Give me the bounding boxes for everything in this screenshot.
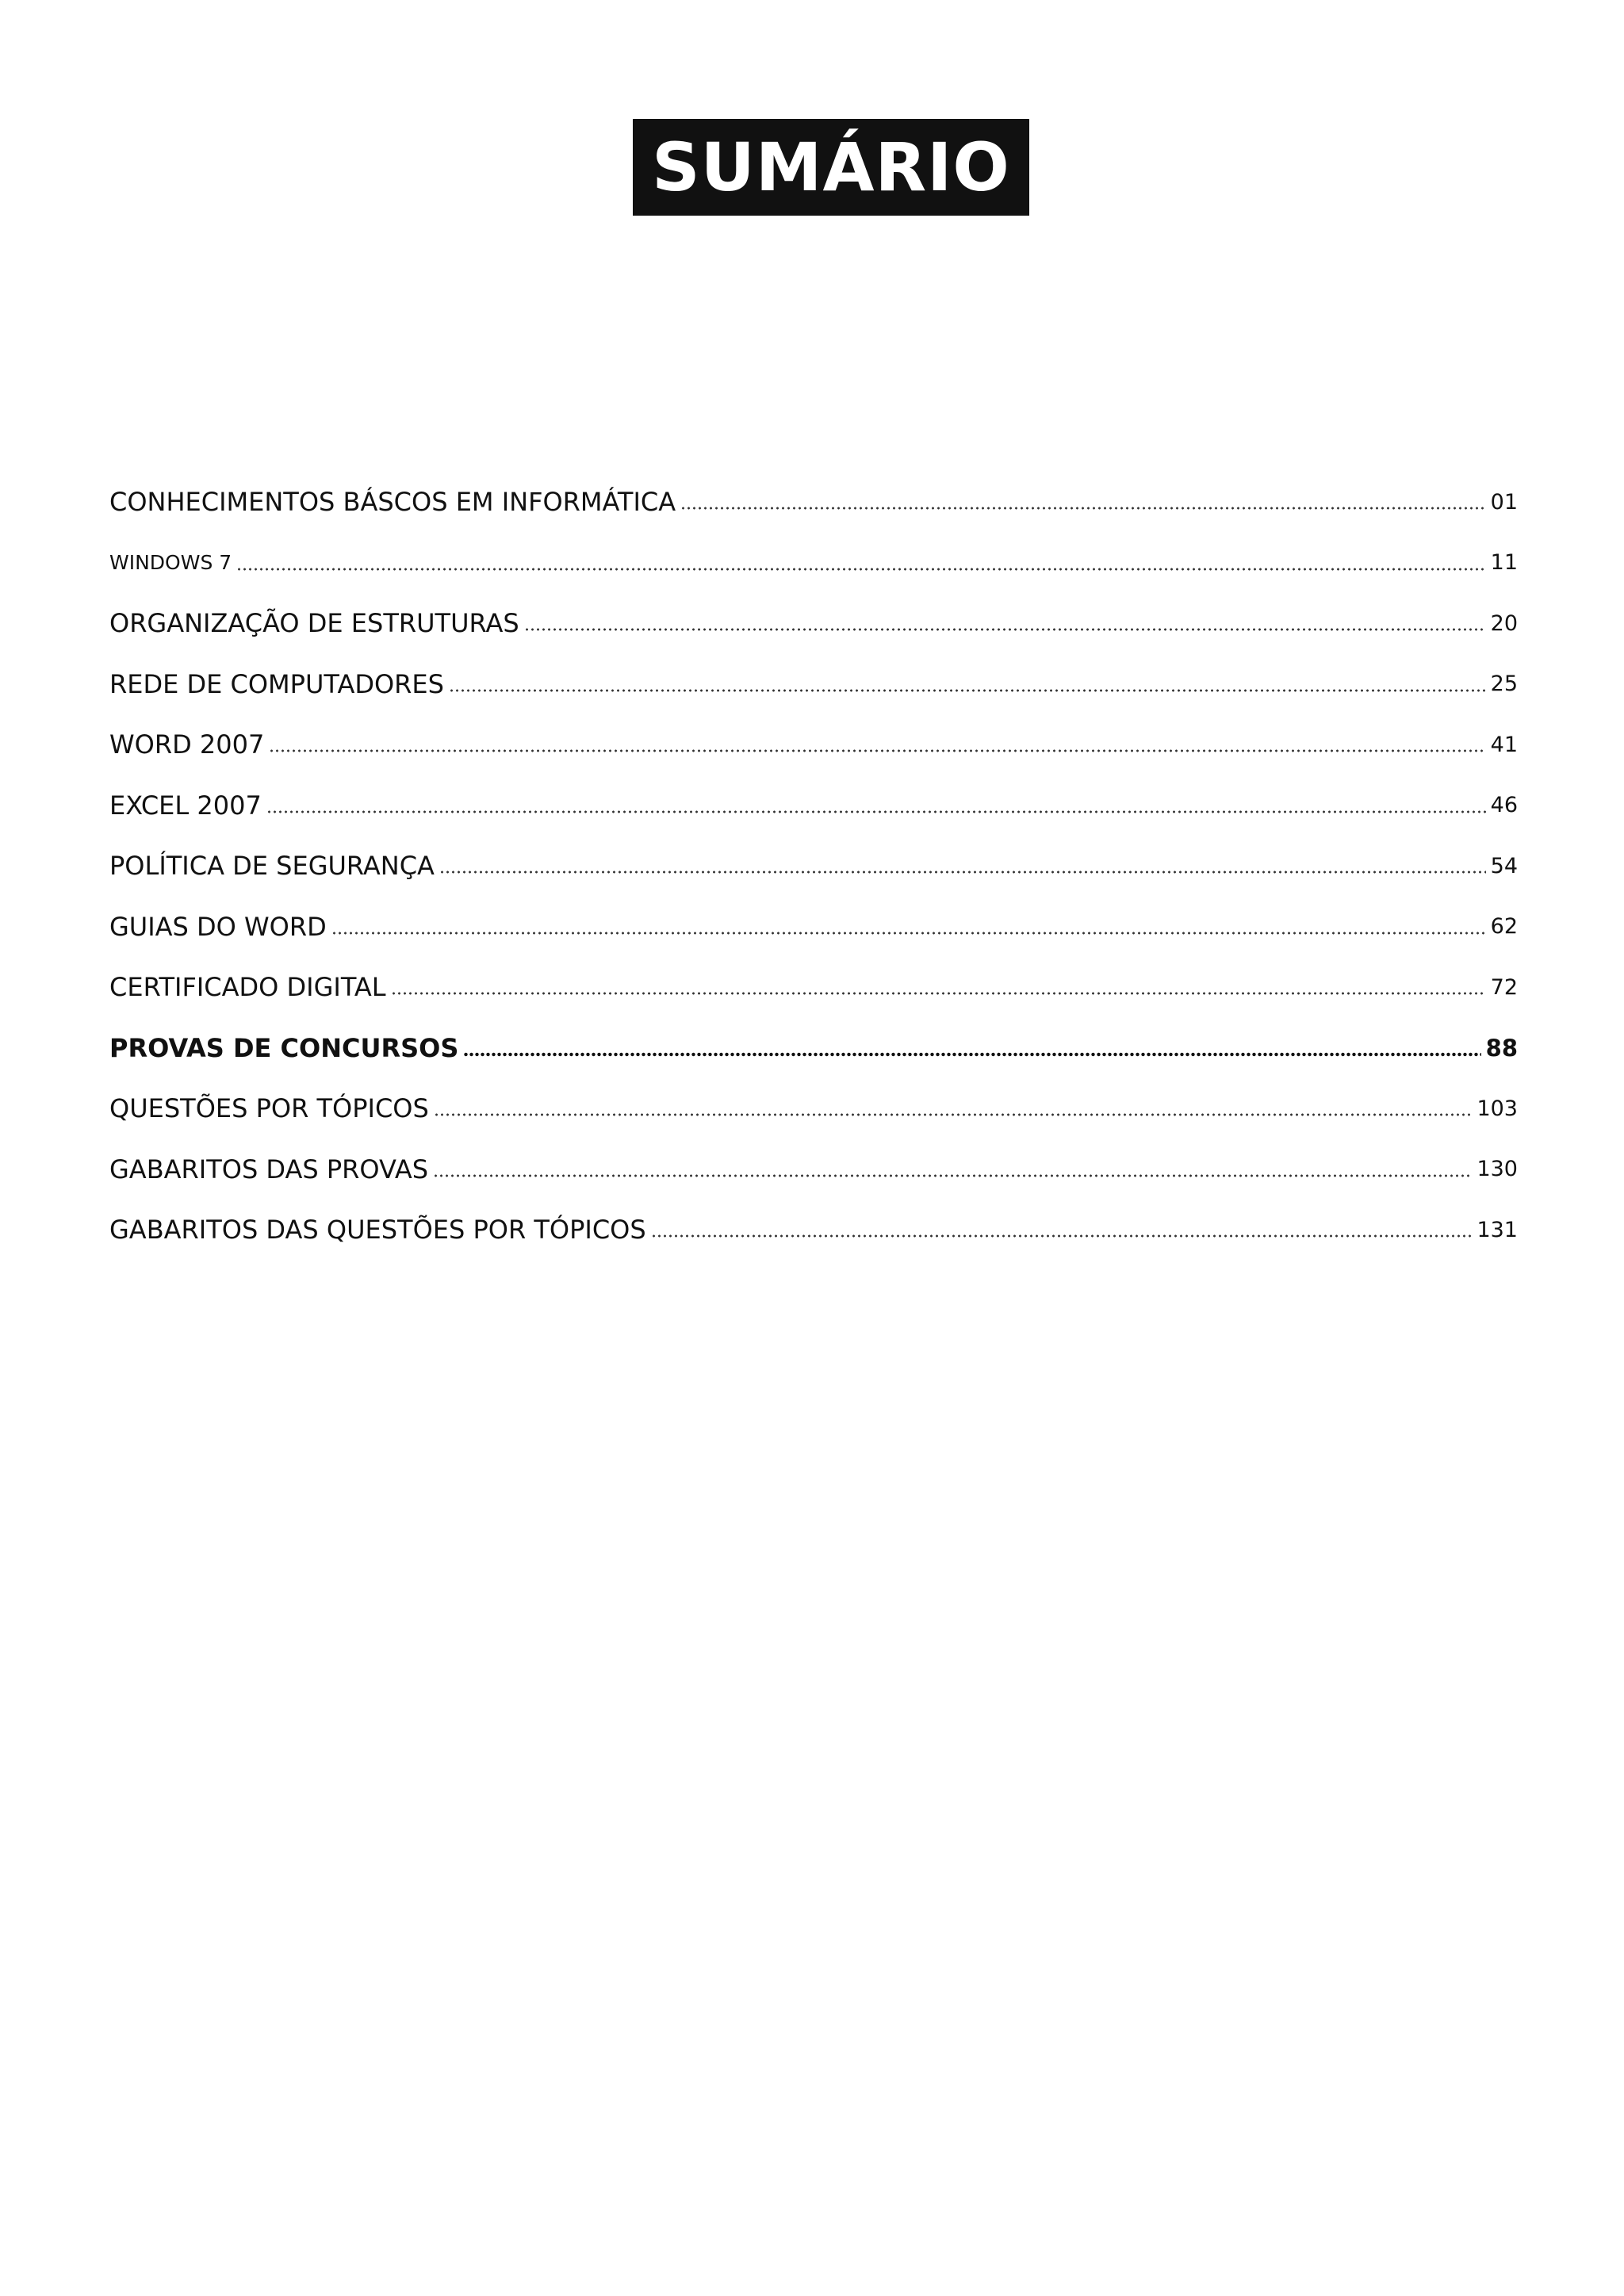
dot-leader [269,742,1485,760]
toc-entry-page: 88 [1485,1034,1518,1062]
dot-leader [524,621,1486,638]
toc-entry-label: GABARITOS DAS PROVAS [109,1154,429,1184]
toc-entry-page: 20 [1490,610,1518,636]
toc-entry[interactable] [109,836,1518,897]
dot-leader [463,1046,1480,1063]
toc-entry[interactable] [109,957,1518,1018]
dot-leader [434,1106,1473,1123]
toc-entry[interactable] [109,1018,1518,1079]
toc-entry-page: 46 [1490,793,1518,818]
toc-entry-page: 62 [1490,914,1518,939]
dot-leader [236,561,1485,578]
toc-entry[interactable] [109,533,1518,594]
toc-entry-label: PROVAS DE CONCURSOS [109,1032,459,1063]
toc-entry-label: REDE DE COMPUTADORES [109,668,444,699]
toc-entry-page: 72 [1490,974,1518,1000]
toc-entry[interactable] [109,654,1518,715]
toc-entry[interactable] [109,1139,1518,1200]
toc-entry-label: GUIAS DO WORD [109,911,327,942]
dot-leader [433,1167,1472,1184]
toc-entry-label: CONHECIMENTOS BÁSCOS EM INFORMÁTICA [109,487,676,518]
toc-entry-page: 25 [1490,672,1518,697]
toc-entry[interactable] [109,775,1518,836]
toc-entry-label: WINDOWS 7 [109,551,232,575]
table-of-contents [109,472,1518,1261]
toc-entry[interactable] [109,1200,1518,1261]
title-banner [633,119,1029,216]
dot-leader [680,499,1486,517]
dot-leader [651,1227,1473,1245]
page-title: SUMÁRIO [652,128,1010,206]
toc-entry-page: 131 [1477,1217,1518,1242]
toc-entry-label: CERTIFICADO DIGITAL [109,972,386,1003]
toc-entry-page: 54 [1490,853,1518,878]
toc-entry-label: GABARITOS DAS QUESTÕES POR TÓPICOS [109,1215,646,1246]
toc-entry[interactable] [109,897,1518,958]
toc-entry-page: 130 [1477,1157,1518,1182]
toc-entry[interactable] [109,593,1518,654]
toc-entry-page: 103 [1477,1096,1518,1121]
toc-entry-page: 01 [1490,489,1518,515]
dot-leader [331,924,1486,942]
toc-entry-page: 11 [1490,550,1518,576]
toc-entry-label: EXCEL 2007 [109,790,262,821]
toc-entry[interactable] [109,714,1518,775]
toc-entry-label: POLÍTICA DE SEGURANÇA [109,851,435,882]
dot-leader [439,863,1486,881]
toc-entry-label: QUESTÕES POR TÓPICOS [109,1093,429,1124]
toc-entry[interactable] [109,1078,1518,1139]
toc-entry[interactable] [109,472,1518,533]
toc-entry-page: 41 [1490,732,1518,757]
toc-entry-label: ORGANIZAÇÃO DE ESTRUTURAS [109,608,519,639]
dot-leader [266,803,1486,821]
toc-entry-label: WORD 2007 [109,729,265,760]
dot-leader [449,682,1486,699]
dot-leader [391,985,1486,1002]
